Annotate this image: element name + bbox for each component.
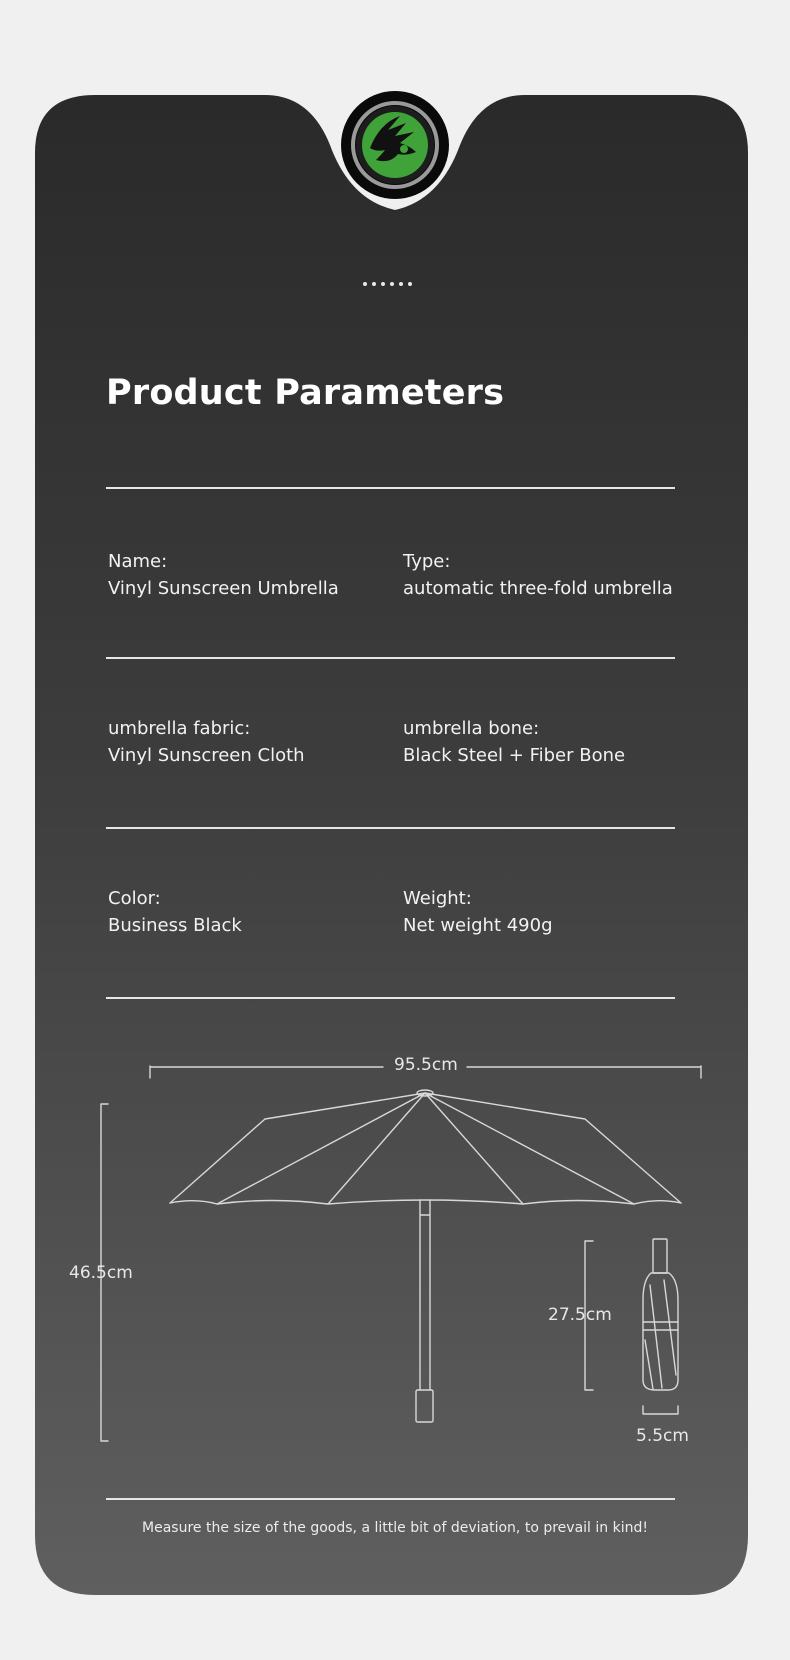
umbrella-ribs	[217, 1093, 634, 1204]
umbrella-handle	[416, 1390, 433, 1422]
folded-diameter-dimension-line	[643, 1406, 678, 1414]
param-value: Vinyl Sunscreen Umbrella	[108, 578, 339, 599]
folded-diameter-label: 5.5cm	[636, 1426, 689, 1446]
param-label: umbrella fabric:	[108, 718, 251, 739]
param-label: Name:	[108, 551, 168, 572]
param-label: Type:	[403, 551, 451, 572]
param-label: Color:	[108, 888, 161, 909]
param-label: Weight:	[403, 888, 472, 909]
param-value: Black Steel + Fiber Bone	[403, 745, 626, 766]
param-value: automatic three-fold umbrella	[403, 578, 673, 599]
param-value: Business Black	[108, 915, 242, 936]
measurement-note: Measure the size of the goods, a little bit of deviation, to prevail in kind!	[142, 1520, 648, 1536]
height-label: 46.5cm	[69, 1263, 133, 1283]
param-label: umbrella bone:	[403, 718, 540, 739]
divider	[106, 1498, 675, 1500]
param-value: Net weight 490g	[403, 915, 553, 936]
umbrella-shaft	[420, 1200, 430, 1390]
width-label: 95.5cm	[394, 1055, 458, 1075]
umbrella-canopy-outline	[170, 1093, 681, 1203]
folded-umbrella-folds	[643, 1280, 678, 1389]
param-value: Vinyl Sunscreen Cloth	[108, 745, 305, 766]
folded-umbrella-handle	[653, 1239, 667, 1273]
folded-length-label: 27.5cm	[548, 1305, 612, 1325]
page-title: Product Parameters	[106, 373, 505, 413]
umbrella-canopy-hem	[170, 1200, 681, 1204]
